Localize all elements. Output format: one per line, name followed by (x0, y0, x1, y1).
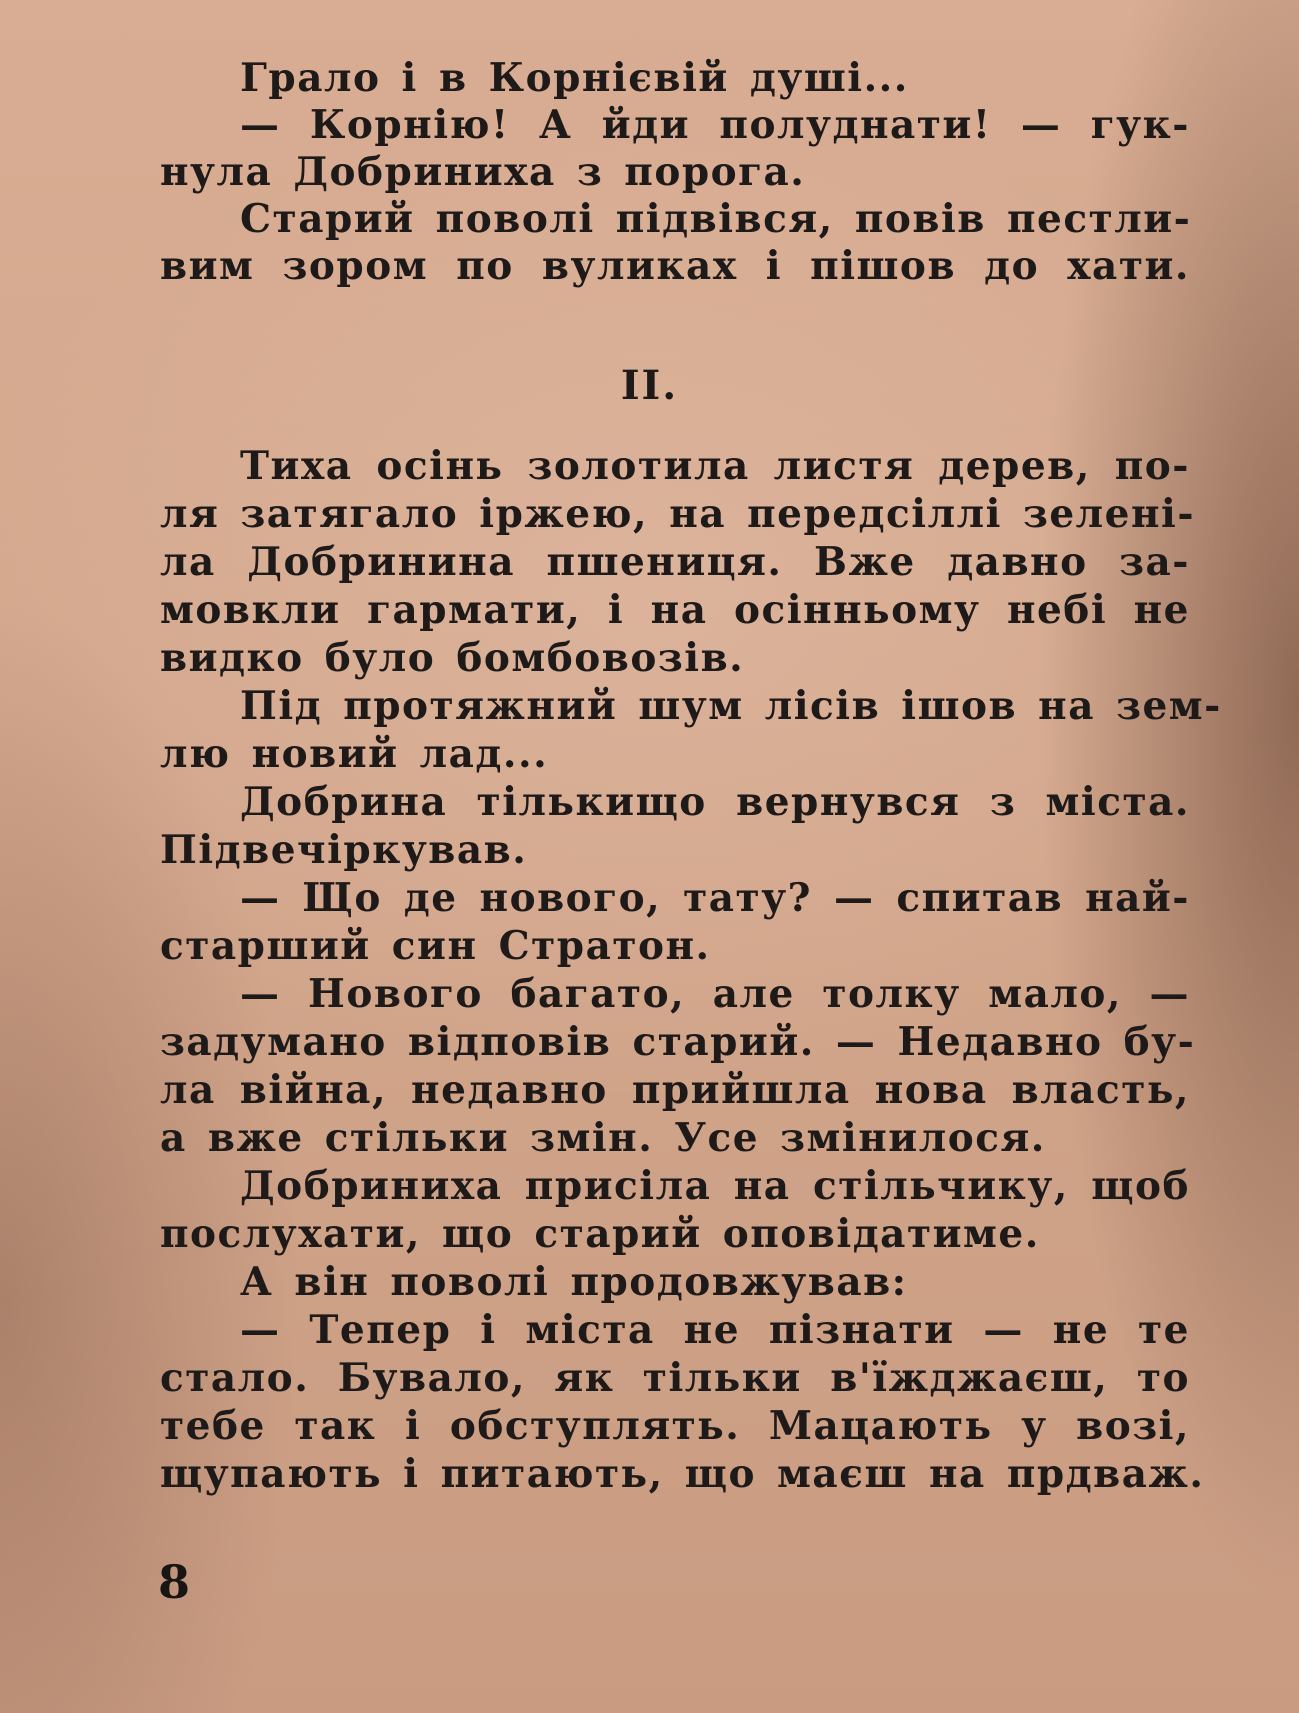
text-line: ла війна, недавно прийшла нова власть, (160, 1067, 1190, 1113)
text-line: тебе так і обступлять. Мацають у возі, (160, 1403, 1190, 1449)
text-line: ла Добринина пшениця. Вже давно за- (160, 539, 1190, 585)
text-line: видко було бомбовозів. (160, 635, 745, 681)
text-line: Грало і в Корнієвій душі... (240, 55, 909, 101)
text-line: лю новий лад... (160, 731, 549, 777)
text-line: стало. Бувало, як тільки в'їжджаєш, то (160, 1355, 1190, 1401)
text-line: Добрина тількищо вернувся з міста. (240, 779, 1190, 825)
text-line: задумано відповів старий. — Недавно бу- (160, 1019, 1196, 1065)
text-line: — Тепер і міста не пізнати — не те (240, 1307, 1190, 1353)
chapter-heading: II. (620, 362, 679, 409)
text-line: мовкли гармати, і на осінньому небі не (160, 587, 1190, 633)
page-number: 8 (158, 1555, 191, 1609)
text-line: — Корнію! А йди полуднати! — гук- (240, 102, 1190, 148)
text-line: Тиха осінь золотила листя дерев, по- (240, 443, 1190, 489)
text-line: старший син Стратон. (160, 923, 711, 969)
text-line: щупають і питають, що маєш на прдваж. (160, 1451, 1205, 1497)
text-line: ля затягало іржею, на передсіллі зелені- (160, 491, 1196, 537)
text-line: Добриниха присіла на стільчику, щоб (240, 1163, 1190, 1209)
text-line: Підвечіркував. (160, 827, 528, 873)
text-line: послухати, що старий оповідатиме. (160, 1211, 1040, 1257)
text-line: — Що де нового, тату? — спитав най- (240, 875, 1190, 921)
text-line: а вже стільки змін. Усе змінилося. (160, 1115, 1046, 1161)
text-line: Під протяжний шум лісів ішов на зем- (240, 683, 1222, 729)
text-line: нула Добриниха з порога. (160, 149, 806, 195)
text-line: Старий поволі підвівся, повів пестли- (240, 196, 1192, 242)
text-line: — Нового багато, але толку мало, — (240, 971, 1190, 1017)
text-line: А він поволі продовжував: (240, 1259, 908, 1305)
text-line: вим зором по вуликах і пішов до хати. (160, 243, 1190, 289)
